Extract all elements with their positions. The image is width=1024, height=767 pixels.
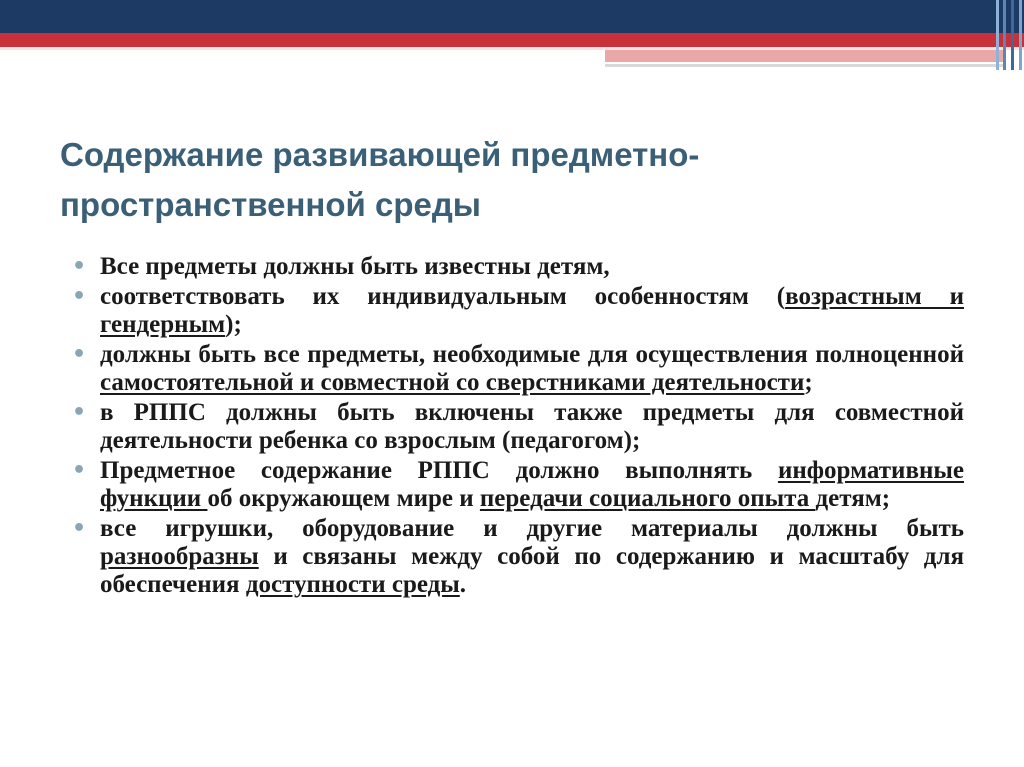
bullet-text-underlined: передачи социального опыта: [479, 485, 816, 512]
header-vertical-stripe: [1019, 0, 1022, 70]
bullet-text-underlined: возрастным и гендерным: [100, 283, 965, 338]
bullet-text: .: [459, 571, 467, 598]
bullet-text: детям;: [815, 485, 891, 512]
bullet-text: );: [225, 311, 242, 338]
bullet-text: все игрушки, оборудование и другие материалы должны быть: [100, 515, 964, 542]
bullet-item: [72, 515, 964, 599]
bullet-dot-icon: •: [72, 400, 87, 425]
bullet-item: [72, 457, 964, 513]
bullet-text: Предметное содержание РППС должно выполнять: [100, 457, 778, 484]
bullet-text-underlined: самостоятельной и совместной со сверстниками деятельности: [100, 369, 805, 396]
header-navy-bar: [0, 0, 1024, 33]
slide-title: Содержание развивающей предметно-пространственной среды: [60, 136, 700, 223]
bullet-dot-icon: •: [72, 254, 87, 279]
header-red-bar: [0, 33, 1024, 47]
bullet-item: [72, 341, 964, 397]
bullet-list: [72, 253, 964, 601]
header-gray-line: [605, 64, 1005, 67]
header-vertical-stripe: [1011, 0, 1014, 70]
bullet-text: ;: [804, 369, 813, 396]
bullet-text: соответствовать их индивидуальным особенностям (: [100, 283, 786, 310]
bullet-dot-icon: •: [72, 284, 87, 309]
bullet-item: [72, 253, 964, 281]
bullet-text: должны быть все предметы, необходимые для осуществления полноценной: [100, 341, 964, 368]
bullet-text: в РППС должны быть включены также предметы для совместной деятельности ребенка со взрослым (педагогом);: [100, 399, 964, 454]
bullet-dot-icon: •: [72, 458, 87, 483]
header-vertical-stripe: [1003, 0, 1006, 70]
bullet-text-underlined: информативные функции: [100, 457, 964, 512]
bullet-item: [72, 399, 964, 455]
bullet-dot-icon: •: [72, 342, 87, 367]
bullet-dot-icon: •: [72, 516, 87, 541]
bullet-item: [72, 283, 964, 339]
bullet-text: об окружающем мире и: [207, 485, 480, 512]
header-light-red-bar: [605, 50, 1005, 62]
bullet-text: Все предметы должны быть известны детям,: [100, 253, 610, 280]
bullet-text-underlined: доступности среды: [245, 571, 460, 598]
header-vertical-stripe: [996, 0, 999, 70]
bullet-text-underlined: разнообразны: [100, 543, 259, 570]
bullet-text: и связаны между собой по содержанию и масштабу для обеспечения: [100, 543, 964, 598]
